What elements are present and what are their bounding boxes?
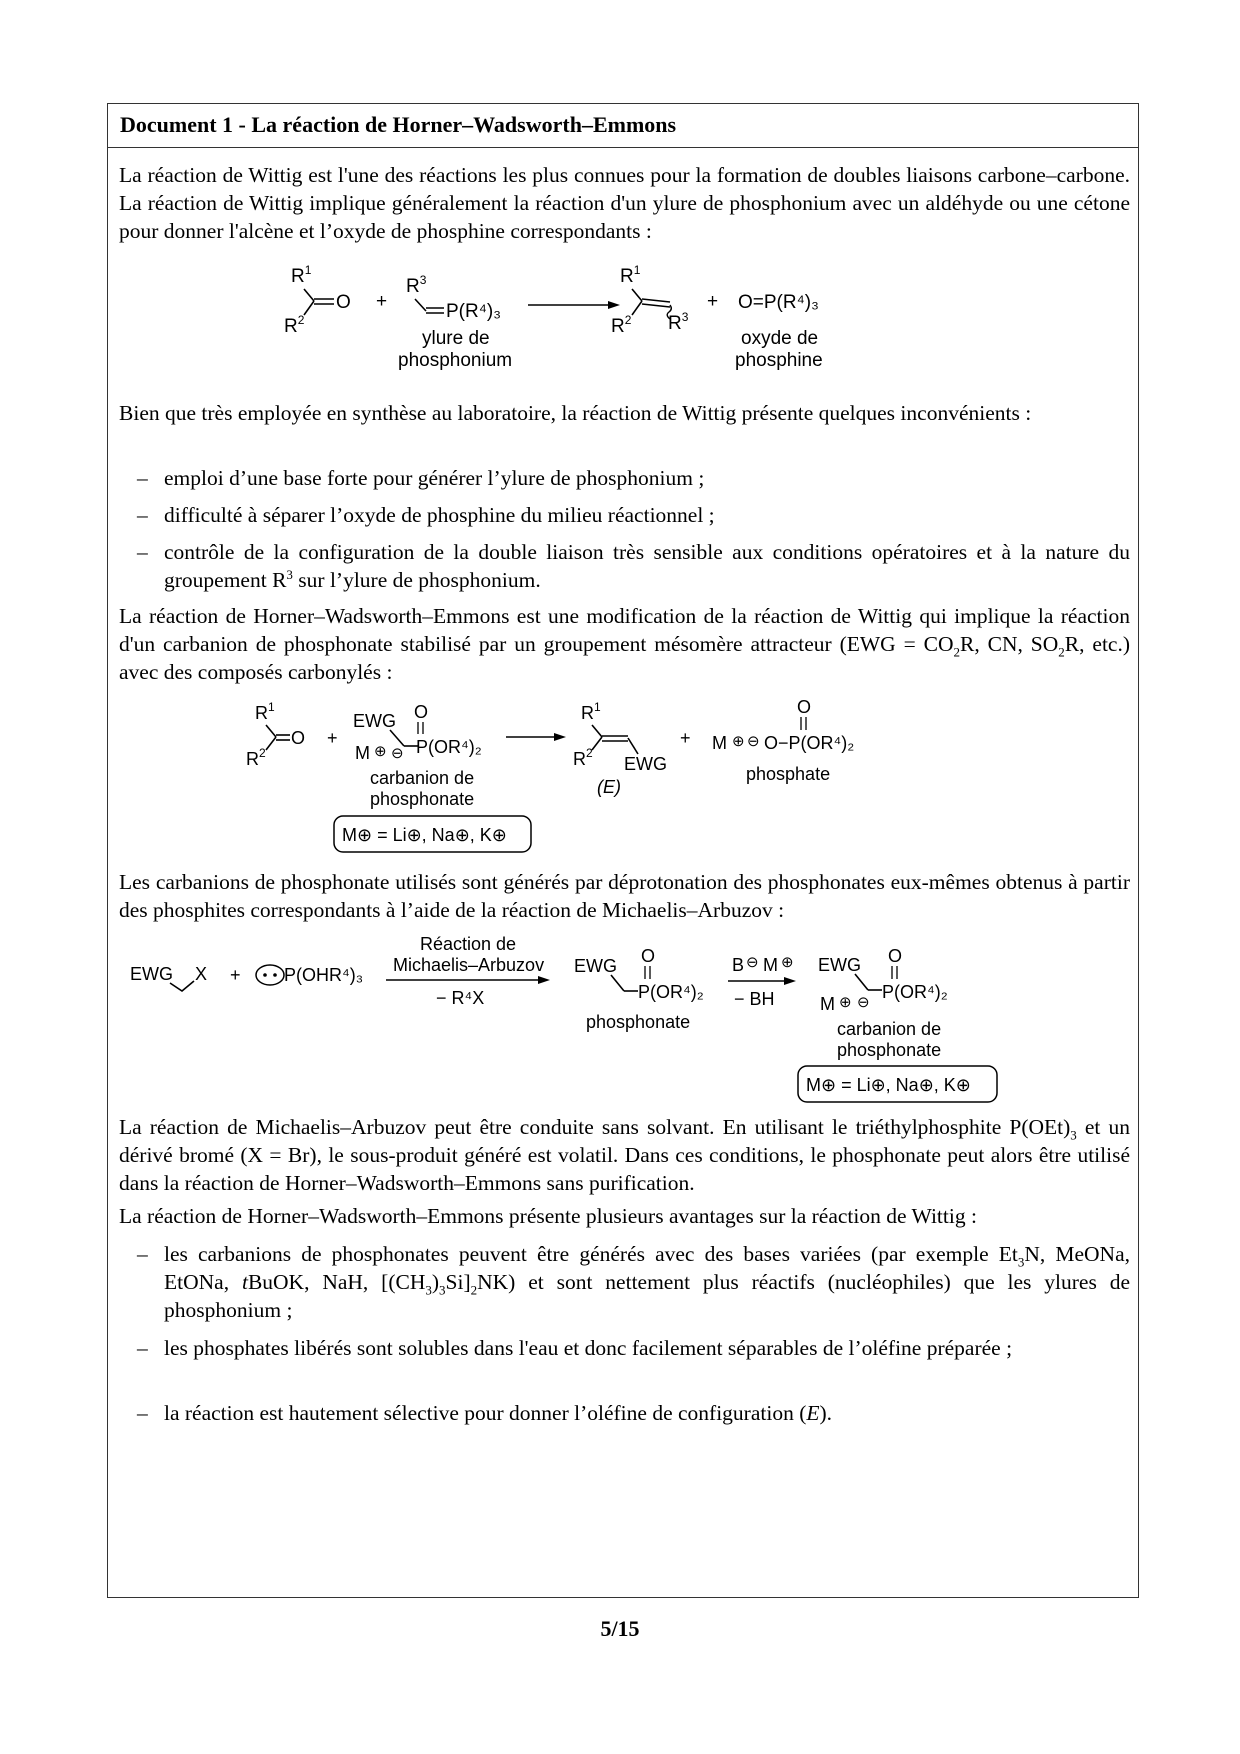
arrow2-label-bottom: − BH [734, 989, 775, 1009]
r3-label: $R^3$ [406, 273, 427, 297]
bond [592, 737, 602, 750]
phosphonate-p: P(OR⁴)₂ [416, 737, 482, 757]
bond [611, 975, 624, 991]
oxide-label-line1: oxyde de [741, 328, 819, 349]
carbanion-label-line2: phosphonate [837, 1040, 942, 1060]
plus-sign: + [680, 728, 691, 748]
r1-label: $R^1$ [255, 700, 275, 723]
oxygen-label: O [291, 728, 306, 748]
list-dash: – [137, 1336, 148, 1360]
plus-sign: + [327, 728, 338, 748]
counterion-text: M⊕ = Li⊕, Na⊕, K⊕ [806, 1075, 971, 1095]
arrow1-label-line1: Réaction de [420, 934, 517, 954]
list-item-text: difficulté à séparer l’oxyde de phosphine du milieu réactionnel ; [164, 503, 715, 527]
product-r1-label: $R^1$ [581, 700, 601, 723]
phosphoryl-oxygen: O [414, 702, 429, 722]
positive-charge: ⊕ [374, 743, 387, 760]
plus-sign: + [230, 965, 241, 985]
oxide-formula: O=P(R⁴)₃ [738, 292, 819, 313]
phosphonate-ewg: EWG [574, 956, 617, 976]
negative-charge: ⊖ [747, 733, 760, 750]
base-b: B [732, 955, 745, 975]
plus-sign: + [707, 291, 719, 312]
ewg-label: EWG [130, 964, 173, 984]
arrow1-label-bottom: − R⁴X [436, 988, 485, 1008]
positive-charge: ⊕ [732, 733, 745, 750]
bond [628, 738, 638, 754]
bond [304, 289, 314, 301]
list-dash: – [137, 466, 148, 490]
page-number: 5/15 [600, 1616, 640, 1641]
cation-m: M [712, 733, 727, 753]
arrow-head [608, 301, 620, 309]
product-r1-label: $R^1$ [620, 263, 641, 287]
cation-m: M [820, 994, 835, 1014]
list-dash: – [137, 1401, 148, 1425]
list-dash: – [137, 1242, 148, 1266]
carbanion-p: P(OR⁴)₂ [882, 982, 948, 1002]
bond [592, 725, 602, 737]
list-dash: – [137, 503, 148, 527]
document-frame [107, 103, 1139, 1598]
paragraph-arbuzov: La réaction de Michaelis–Arbuzov peut être conduite sans solvant. En utilisant le triéthylphosphite $P(OEt)_3$ et un dérivé bromé (X = Br), le sous-produit généré est volatil. Dans ces conditions, le phosphonate peut alors être utilisé dans la réaction de Horner–Wadsworth–Emmons sans purification. [119, 1115, 1130, 1195]
bond [390, 730, 404, 746]
paragraph-advantages: La réaction de Horner–Wadsworth–Emmons présente plusieurs avantages sur la réaction de Wittig : [119, 1204, 977, 1228]
bond [642, 299, 670, 302]
arrow-head [784, 977, 796, 985]
bond [632, 301, 642, 315]
positive-charge: ⊕ [839, 994, 852, 1011]
negative-charge: ⊖ [391, 745, 404, 762]
carbanion-ewg: EWG [818, 955, 861, 975]
lone-pair-dot [273, 973, 277, 977]
r1-label: $R^1$ [291, 263, 312, 287]
r2-label: $R^2$ [284, 313, 305, 337]
e-configuration-label: (E) [597, 777, 621, 797]
paragraph-hwe: La réaction de Horner–Wadsworth–Emmons est une modification de la réaction de Wittig qui implique la réaction d'un carbanion de phosphonate stabilisé par un groupement mésomère attracteur ($EWG = CO_2R$, CN, $SO_2R$, etc.) avec des composés carbonylés : [119, 604, 1131, 684]
document-header [108, 104, 1138, 148]
cation-m: M [763, 955, 778, 975]
phosphate-formula: O−P(OR⁴)₂ [764, 733, 855, 753]
halide-x: X [195, 964, 208, 984]
bond [855, 974, 868, 990]
bond [304, 301, 314, 315]
list-item-text: les carbanions de phosphonates peuvent être générés avec des bases variées (par exemple $Et_3N$, MeONa, EtONa, tBuOK, NaH, $[(CH_3)_3Si]_2NK$) et sont nettement plus réactifs (nucléophiles) que les ylures de phosphonium ; [164, 1242, 1130, 1322]
phosphoryl-oxygen: O [888, 946, 903, 966]
list-item-text: les phosphates libérés sont solubles dans l'eau et donc facilement séparables de l’oléfine préparée ; [164, 1336, 1013, 1360]
lone-pair-icon [256, 965, 284, 985]
list-item-text: contrôle de la configuration de la double liaison très sensible aux conditions opératoires et à la nature du groupement $R^3$ sur l’ylure de phosphonium. [164, 540, 1130, 592]
r2-label: $R^2$ [246, 746, 266, 769]
cation-m: M [355, 743, 370, 763]
scheme-hwe [108, 692, 1140, 862]
paragraph-wittig: La réaction de Wittig est l'une des réactions les plus connues pour la formation de doubles liaisons carbone–carbone. La réaction de Wittig implique généralement la réaction d'un ylure de phosphonium avec un aldéhyde ou une cétone pour donner l'alcène et l’oxyde de phosphine correspondants : [119, 163, 1130, 243]
phosphate-label: phosphate [746, 764, 831, 784]
list-item-text: la réaction est hautement sélective pour donner l’oléfine de configuration (E). [164, 1401, 833, 1425]
list-item-text: emploi d’une base forte pour générer l’ylure de phosphonium ; [164, 466, 705, 490]
phosphoryl-oxygen: O [641, 946, 656, 966]
product-r2-label: $R^2$ [573, 746, 593, 769]
ylide-formula: P(R⁴)₃ [446, 301, 501, 322]
product-r2-label: $R^2$ [611, 313, 632, 337]
phosphonate-label: phosphonate [586, 1012, 691, 1032]
list-dash: – [137, 540, 148, 564]
ewg-label: EWG [353, 711, 396, 731]
arrow-head [538, 976, 550, 984]
bond [415, 299, 426, 311]
product-ewg: EWG [624, 754, 667, 774]
scheme-wittig [108, 249, 1140, 409]
negative-charge: ⊖ [857, 994, 870, 1011]
oxide-label-line2: phosphine [735, 350, 823, 371]
oxygen-label: O [336, 292, 351, 313]
document-title: Document 1 - La réaction de Horner–Wadsworth–Emmons [120, 112, 677, 137]
bond [266, 725, 276, 737]
product-r3-label: $R^3$ [668, 310, 689, 334]
phosphite-formula: P(OHR⁴)₃ [284, 965, 364, 985]
phosphonate-p: P(OR⁴)₂ [638, 982, 704, 1002]
ylide-label-line2: phosphonium [398, 350, 513, 371]
counterion-text: M⊕ = Li⊕, Na⊕, K⊕ [342, 825, 507, 845]
paragraph-generation: Les carbanions de phosphonate utilisés sont générés par déprotonation des phosphonates eux-mêmes obtenus à partir des phosphites correspondants à l’aide de la réaction de Michaelis–Arbuzov : [119, 870, 1130, 922]
ylide-label-line1: ylure de [422, 328, 490, 349]
scheme-arbuzov [108, 931, 1140, 1106]
negative-charge: ⊖ [746, 954, 759, 971]
bond [632, 289, 642, 301]
plus-sign: + [376, 291, 388, 312]
phosphate-oxygen: O [797, 697, 812, 717]
bond [642, 304, 670, 307]
carbanion-label-line2: phosphonate [370, 789, 475, 809]
positive-charge: ⊕ [781, 954, 794, 971]
paragraph-drawbacks: Bien que très employée en synthèse au laboratoire, la réaction de Wittig présente quelques inconvénients : [119, 401, 1032, 425]
arrow1-label-line2: Michaelis–Arbuzov [393, 955, 545, 975]
carbanion-label-line1: carbanion de [370, 768, 475, 788]
bond [170, 981, 194, 991]
lone-pair-dot [263, 973, 267, 977]
arrow-head [554, 733, 566, 741]
carbanion-label-line1: carbanion de [837, 1019, 942, 1039]
bond [266, 737, 276, 750]
